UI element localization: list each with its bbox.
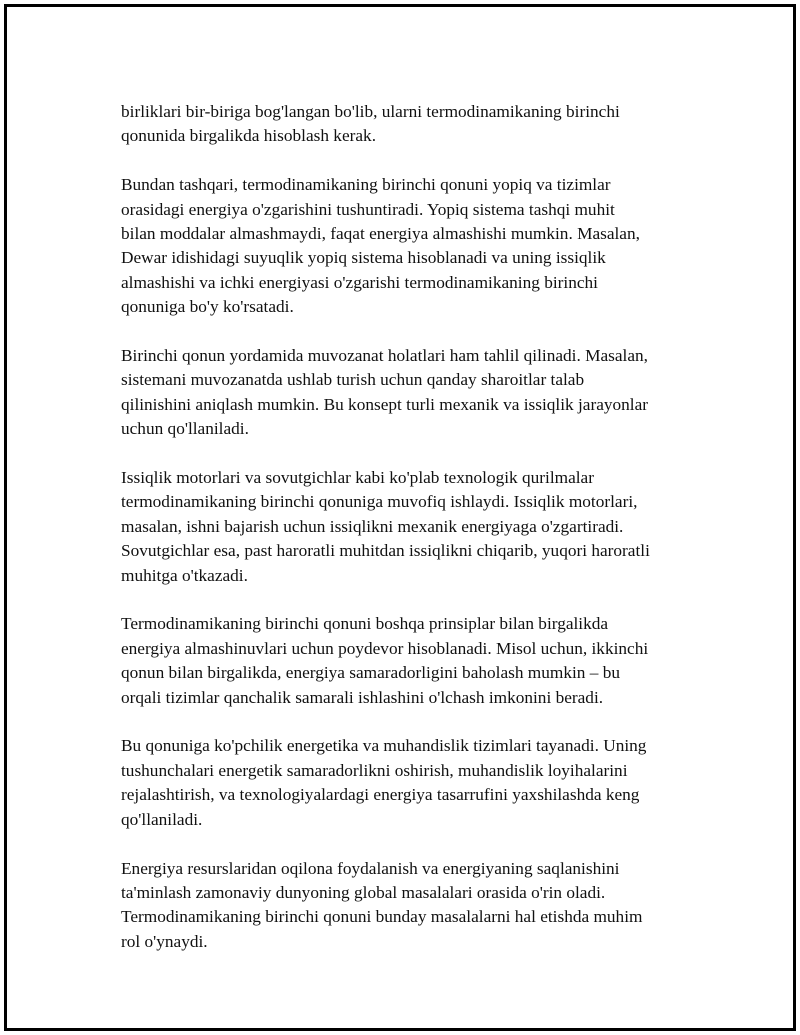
paragraph [121,344,701,442]
paragraph-line: rol o'ynaydi. [121,931,208,951]
paragraph [121,100,701,149]
paragraph-line: orasidagi energiya o'zgarishini tushuntiradi. Yopiq sistema tashqi muhit [121,199,615,219]
paragraph [121,734,701,832]
paragraph-line: almashishi va ichki energiyasi o'zgarishi termodinamikaning birinchi [121,272,598,292]
paragraph [121,466,701,588]
paragraph-line: termodinamikaning birinchi qonuniga muvofiq ishlaydi. Issiqlik motorlari, [121,492,638,512]
paragraph-line: muhitga o'tkazadi. [121,565,248,585]
paragraph-line: Bundan tashqari, termodinamikaning birinchi qonuni yopiq va tizimlar [121,175,611,195]
paragraph-line: orqali tizimlar qanchalik samarali ishlashini o'lchash imkonini beradi. [121,687,604,707]
paragraph-line: Dewar idishidagi suyuqlik yopiq sistema hisoblanadi va uning issiqlik [121,248,606,268]
paragraph-line: Sovutgichlar esa, past haroratli muhitdan issiqlikni chiqarib, yuqori haroratli [121,541,650,561]
paragraph-line: Termodinamikaning birinchi qonuni bunday masalalarni hal etishda muhim [121,907,643,927]
paragraph-line: Termodinamikaning birinchi qonuni boshqa prinsiplar bilan birgalikda [121,614,609,634]
paragraph-line: qilinishini aniqlash mumkin. Bu konsept turli mexanik va issiqlik jarayonlar [121,394,649,414]
paragraph-line: bilan moddalar almashmaydi, faqat energiya almashishi mumkin. Masalan, [121,224,640,244]
document-body [121,100,701,979]
paragraph-line: masalan, ishni bajarish uchun issiqlikni mexanik energiyaga o'zgartiradi. [121,516,624,536]
paragraph-line: Birinchi qonun yordamida muvozanat holatlari ham tahlil qilinadi. Masalan, [121,346,648,366]
paragraph [121,612,701,710]
paragraph-line: birliklari bir-biriga bog'langan bo'lib, ularni termodinamikaning birinchi [121,102,620,121]
paragraph-line: Energiya resurslaridan oqilona foydalanish va energiyaning saqlanishini [121,858,620,878]
paragraph-line: rejalashtirish, va texnologiyalardagi energiya tasarrufini yaxshilashda keng [121,785,640,805]
paragraph-line: tushunchalari energetik samaradorlikni oshirish, muhandislik loyihalarini [121,760,628,780]
paragraph [121,173,701,319]
paragraph-line: qonunida birgalikda hisoblash kerak. [121,126,377,146]
paragraph-line: Issiqlik motorlari va sovutgichlar kabi ko'plab texnologik qurilmalar [121,468,594,488]
page-frame [4,4,796,1031]
paragraph-line: sistemani muvozanatda ushlab turish uchun qanday sharoitlar talab [121,370,585,390]
paragraph-line: energiya almashinuvlari uchun poydevor hisoblanadi. Misol uchun, ikkinchi [121,638,649,658]
paragraph-line: uchun qo'llaniladi. [121,419,249,439]
paragraph-line: ta'minlash zamonaviy dunyoning global masalalari orasida o'rin oladi. [121,882,606,902]
paragraph-line: qonuniga bo'y ko'rsatadi. [121,297,294,317]
paragraph-line: qonun bilan birgalikda, energiya samaradorligini baholash mumkin – bu [121,663,620,683]
paragraph-line: qo'llaniladi. [121,809,203,829]
paragraph [121,857,701,955]
paragraph-line: Bu qonuniga ko'pchilik energetika va muhandislik tizimlari tayanadi. Uning [121,736,647,756]
